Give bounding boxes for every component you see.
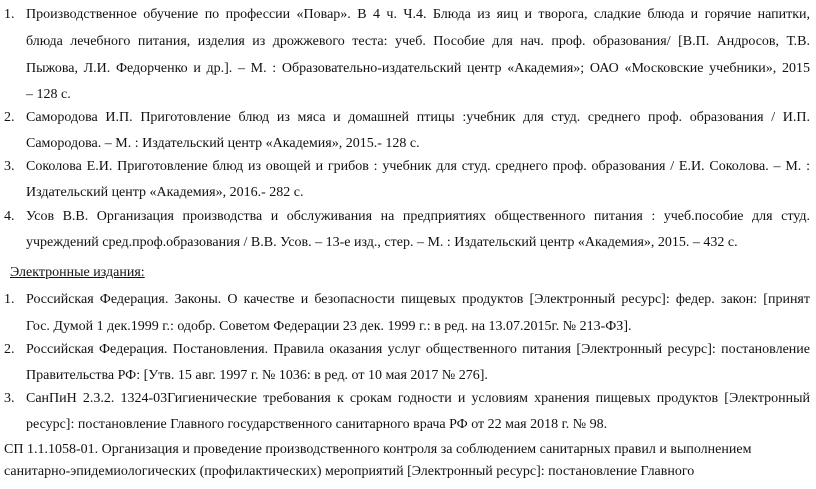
list-number: 3. xyxy=(4,159,15,174)
electronic-3-line-2: ресурс]: постановление Главного государственного санитарного врача РФ от 22 мая 2018 г. № 98. xyxy=(26,417,608,432)
book-2-line-1: Самородова И.П. Приготовление блюд из мяса и домашней птицы :учебник для студ. среднего проф. образования / И.П. xyxy=(26,110,810,125)
book-1-line-1: Производственное обучение по профессии «Повар». В 4 ч. Ч.4. Блюда из яиц и творога, сладкие блюда и горячие напитки, xyxy=(26,7,810,22)
list-number: 3. xyxy=(4,391,15,406)
electronic-editions-heading: Электронные издания: xyxy=(10,265,145,280)
electronic-2-line-1: Российская Федерация. Постановления. Правила оказания услуг общественного питания [Электронный ресурс]: постановление xyxy=(26,342,810,357)
book-4-line-1: Усов В.В. Организация производства и обслуживания на предприятиях общественного питания : учеб.пособие для студ. xyxy=(26,209,810,224)
electronic-2-line-2: Правительства РФ: [Утв. 15 авг. 1997 г. № 1036: в ред. от 10 мая 2017 № 276]. xyxy=(26,368,488,383)
list-number: 1. xyxy=(4,7,15,22)
book-1-line-3: Пыжова, Л.И. Федорченко и др.]. – М. : Образовательно-издательский центр «Академия»; ОАО «Московские учебники», 2015 xyxy=(26,61,810,76)
book-2-line-2: Самородова. – М. : Издательский центр «Академия», 2015.- 128 с. xyxy=(26,136,420,151)
book-3-line-1: Соколова Е.И. Приготовление блюд из овощей и грибов : учебник для студ. среднего проф. образования / Е.И. Соколова. – М. : xyxy=(26,159,810,174)
book-1-line-2: блюда лечебного питания, изделия из дрожжевого теста: учеб. Пособие для нач. проф. образования/ [В.П. Андросов, Т.В. xyxy=(26,34,810,49)
electronic-3-line-1: СанПиН 2.3.2. 1324-03Гигиенические требования к срокам годности и условиям хранения пищевых продуктов [Электронный xyxy=(26,391,810,406)
footer-line-1: СП 1.1.1058-01. Организация и проведение производственного контроля за соблюдением санитарных правил и выполнением xyxy=(4,442,752,457)
book-4-line-2: учреждений сред.проф.образования / В.В. Усов. – 13-е изд., стер. – М. : Издательский центр «Академия», 2015. – 432 с. xyxy=(26,235,738,250)
footer-line-2: санитарно-эпидемиологических (профилактических) мероприятий [Электронный ресурс]: постановление Главного xyxy=(4,464,695,479)
list-number: 1. xyxy=(4,292,15,307)
electronic-1-line-2: Гос. Думой 1 дек.1999 г.: одобр. Советом Федерации 23 дек. 1999 г.: в ред. на 13.07.2015г. № 213-ФЗ]. xyxy=(26,319,632,334)
list-number: 2. xyxy=(4,110,15,125)
electronic-1-line-1: Российская Федерация. Законы. О качестве и безопасности пищевых продуктов [Электронный ресурс]: федер. закон: [принят xyxy=(26,292,810,307)
book-3-line-2: Издательский центр «Академия», 2016.- 282 с. xyxy=(26,185,304,200)
list-number: 4. xyxy=(4,209,15,224)
book-1-line-4: – 128 с. xyxy=(26,87,71,102)
list-number: 2. xyxy=(4,342,15,357)
